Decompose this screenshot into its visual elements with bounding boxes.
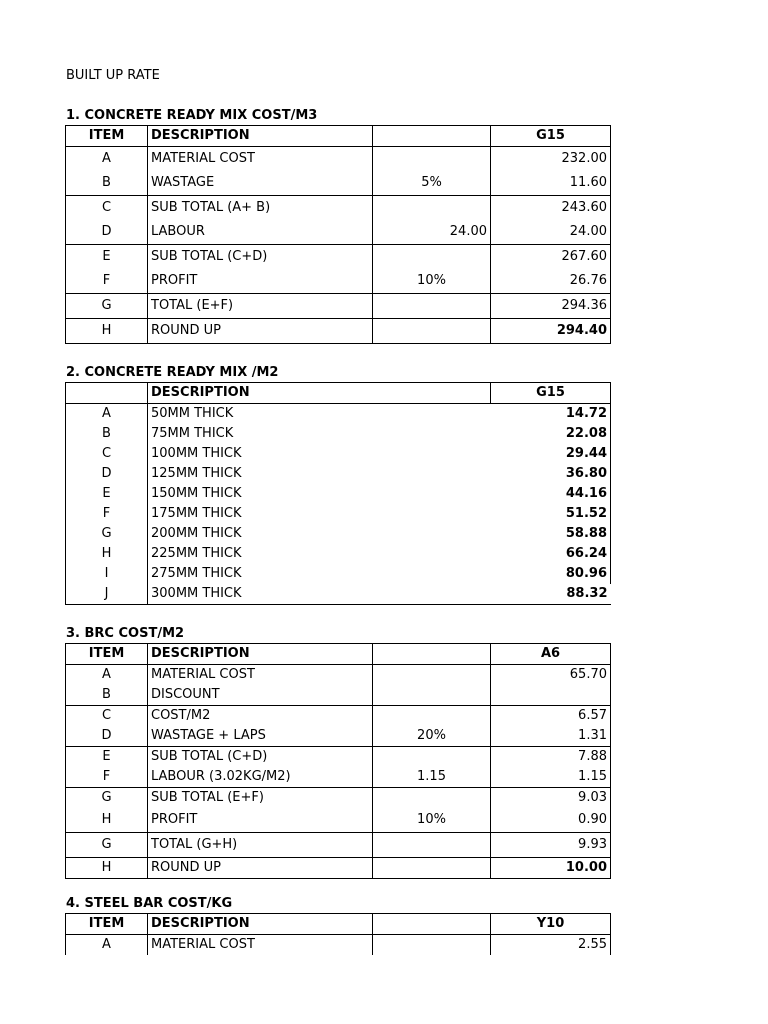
- item-code: G: [66, 788, 148, 809]
- header-grade: Y10: [491, 914, 611, 935]
- table-row: [66, 294, 611, 319]
- item-amount: 26.76: [491, 269, 611, 294]
- item-factor: 10%: [373, 269, 491, 294]
- item-factor: [373, 196, 491, 221]
- item-description: SUB TOTAL (C+D): [148, 245, 373, 270]
- item-code: F: [66, 269, 148, 294]
- section3-table: [65, 643, 611, 879]
- table-row: [66, 544, 611, 564]
- item-description: MATERIAL COST: [148, 665, 373, 686]
- item-amount: 24.00: [491, 220, 611, 245]
- item-description: TOTAL (E+F): [148, 294, 373, 319]
- document-title: BUILT UP RATE: [66, 68, 160, 83]
- item-description: LABOUR: [148, 220, 373, 245]
- header-grade: G15: [491, 126, 611, 147]
- item-amount: 66.24: [491, 544, 611, 564]
- header-description: DESCRIPTION: [148, 383, 491, 404]
- header-blank: [373, 914, 491, 935]
- table-row: [66, 767, 611, 788]
- item-amount: 243.60: [491, 196, 611, 221]
- header-description: DESCRIPTION: [148, 126, 373, 147]
- item-code: D: [66, 464, 148, 484]
- item-description: DISCOUNT: [148, 685, 373, 706]
- item-description: 175MM THICK: [148, 504, 491, 524]
- item-code: E: [66, 484, 148, 504]
- item-description: ROUND UP: [148, 319, 373, 344]
- header-description: DESCRIPTION: [148, 914, 373, 935]
- item-code: C: [66, 706, 148, 727]
- table-row: [66, 504, 611, 524]
- item-code: H: [66, 808, 148, 833]
- item-factor: 1.15: [373, 767, 491, 788]
- item-code: A: [66, 404, 148, 425]
- item-amount: 10.00: [491, 858, 611, 879]
- item-description: 125MM THICK: [148, 464, 491, 484]
- item-code: G: [66, 524, 148, 544]
- item-amount: 80.96: [491, 564, 611, 584]
- item-factor: [373, 665, 491, 686]
- item-description: PROFIT: [148, 269, 373, 294]
- table-row: [66, 584, 611, 605]
- item-factor: [373, 833, 491, 858]
- item-amount: 29.44: [491, 444, 611, 464]
- item-description: 150MM THICK: [148, 484, 491, 504]
- item-factor: 20%: [373, 726, 491, 747]
- item-code: A: [66, 935, 148, 956]
- table-row: [66, 424, 611, 444]
- header-grade: G15: [491, 383, 611, 404]
- item-amount: [491, 685, 611, 706]
- section1-header-row: [66, 126, 611, 147]
- table-row: [66, 269, 611, 294]
- table-row: [66, 245, 611, 270]
- item-amount: 267.60: [491, 245, 611, 270]
- item-description: SUB TOTAL (A+ B): [148, 196, 373, 221]
- section2-title: 2. CONCRETE READY MIX /M2: [66, 365, 279, 380]
- table-row: [66, 524, 611, 544]
- item-factor: [373, 319, 491, 344]
- section4-title: 4. STEEL BAR COST/KG: [66, 896, 233, 911]
- item-factor: 10%: [373, 808, 491, 833]
- header-grade: A6: [491, 644, 611, 665]
- item-description: MATERIAL COST: [148, 935, 373, 956]
- item-code: F: [66, 504, 148, 524]
- section1-title: 1. CONCRETE READY MIX COST/M3: [66, 108, 318, 123]
- item-factor: [373, 706, 491, 727]
- item-code: G: [66, 833, 148, 858]
- item-code: D: [66, 220, 148, 245]
- item-amount: 9.93: [491, 833, 611, 858]
- item-description: 275MM THICK: [148, 564, 491, 584]
- table-row: [66, 464, 611, 484]
- item-description: PROFIT: [148, 808, 373, 833]
- item-factor: [373, 747, 491, 768]
- item-amount: 36.80: [491, 464, 611, 484]
- item-amount: 7.88: [491, 747, 611, 768]
- item-code: B: [66, 171, 148, 196]
- item-description: 200MM THICK: [148, 524, 491, 544]
- item-code: C: [66, 196, 148, 221]
- item-code: H: [66, 858, 148, 879]
- item-amount: 294.40: [491, 319, 611, 344]
- table-row: [66, 706, 611, 727]
- item-factor: [373, 858, 491, 879]
- section2-header-row: [66, 383, 611, 404]
- item-code: G: [66, 294, 148, 319]
- item-amount: 294.36: [491, 294, 611, 319]
- item-description: ROUND UP: [148, 858, 373, 879]
- item-amount: 51.52: [491, 504, 611, 524]
- item-factor: [373, 935, 491, 956]
- item-code: B: [66, 685, 148, 706]
- table-row: [66, 747, 611, 768]
- table-row: [66, 808, 611, 833]
- item-code: H: [66, 544, 148, 564]
- item-description: 50MM THICK: [148, 404, 491, 425]
- table-row: [66, 726, 611, 747]
- item-description: 225MM THICK: [148, 544, 491, 564]
- header-blank: [66, 383, 148, 404]
- item-description: TOTAL (G+H): [148, 833, 373, 858]
- header-item: ITEM: [66, 126, 148, 147]
- header-blank: [373, 644, 491, 665]
- item-amount: 65.70: [491, 665, 611, 686]
- item-amount: 6.57: [491, 706, 611, 727]
- item-factor: [373, 788, 491, 809]
- table-row: [66, 788, 611, 809]
- item-code: H: [66, 319, 148, 344]
- table-row: [66, 220, 611, 245]
- item-amount: 44.16: [491, 484, 611, 504]
- item-amount: 1.31: [491, 726, 611, 747]
- item-amount: 1.15: [491, 767, 611, 788]
- header-blank: [373, 126, 491, 147]
- item-code: A: [66, 147, 148, 172]
- item-amount: 22.08: [491, 424, 611, 444]
- item-description: WASTAGE: [148, 171, 373, 196]
- item-code: D: [66, 726, 148, 747]
- item-factor: [373, 685, 491, 706]
- item-factor: [373, 245, 491, 270]
- item-amount: 58.88: [491, 524, 611, 544]
- item-amount: 11.60: [491, 171, 611, 196]
- table-row: [66, 858, 611, 879]
- table-row: [66, 444, 611, 464]
- item-description: COST/M2: [148, 706, 373, 727]
- item-code: A: [66, 665, 148, 686]
- header-item: ITEM: [66, 644, 148, 665]
- section4-header-row: [66, 914, 611, 935]
- item-code: C: [66, 444, 148, 464]
- item-description: MATERIAL COST: [148, 147, 373, 172]
- item-factor: [373, 147, 491, 172]
- item-amount: 88.32: [491, 584, 611, 605]
- item-amount: 9.03: [491, 788, 611, 809]
- item-description: 300MM THICK: [148, 584, 491, 605]
- table-row: [66, 833, 611, 858]
- header-item: ITEM: [66, 914, 148, 935]
- item-amount: 232.00: [491, 147, 611, 172]
- table-row: [66, 935, 611, 956]
- section2-table: [65, 382, 611, 605]
- item-factor: [373, 294, 491, 319]
- item-amount: 14.72: [491, 404, 611, 425]
- item-code: E: [66, 245, 148, 270]
- item-amount: 0.90: [491, 808, 611, 833]
- item-amount: 2.55: [491, 935, 611, 956]
- item-description: 100MM THICK: [148, 444, 491, 464]
- section3-header-row: [66, 644, 611, 665]
- table-row: [66, 171, 611, 196]
- table-row: [66, 319, 611, 344]
- table-row: [66, 196, 611, 221]
- header-description: DESCRIPTION: [148, 644, 373, 665]
- section1-table: [65, 125, 611, 344]
- section3-title: 3. BRC COST/M2: [66, 626, 185, 641]
- item-factor: 5%: [373, 171, 491, 196]
- section4-table: [65, 913, 611, 955]
- item-code: J: [66, 584, 148, 605]
- table-row: [66, 147, 611, 172]
- table-row: [66, 685, 611, 706]
- item-description: 75MM THICK: [148, 424, 491, 444]
- item-description: SUB TOTAL (C+D): [148, 747, 373, 768]
- item-code: I: [66, 564, 148, 584]
- table-row: [66, 404, 611, 425]
- table-row: [66, 665, 611, 686]
- table-row: [66, 484, 611, 504]
- item-description: SUB TOTAL (E+F): [148, 788, 373, 809]
- item-code: F: [66, 767, 148, 788]
- item-factor: 24.00: [373, 220, 491, 245]
- item-description: WASTAGE + LAPS: [148, 726, 373, 747]
- item-description: LABOUR (3.02KG/M2): [148, 767, 373, 788]
- table-row: [66, 564, 611, 584]
- item-code: E: [66, 747, 148, 768]
- item-code: B: [66, 424, 148, 444]
